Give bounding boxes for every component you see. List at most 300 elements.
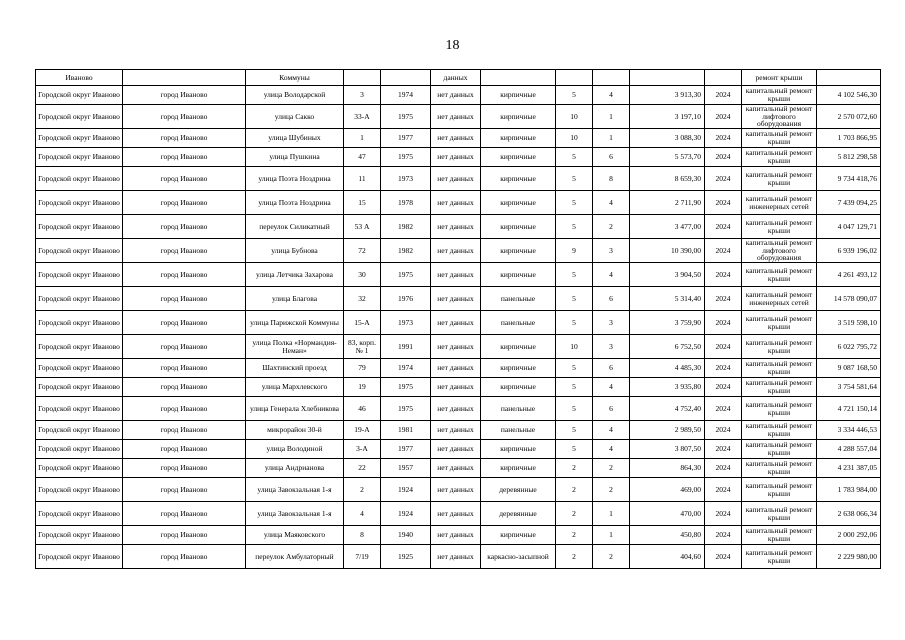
cell-cost: 1 783 984,00 — [817, 478, 881, 502]
cell-plan-year: 2024 — [705, 378, 742, 397]
cell-locality: город Иваново — [123, 397, 246, 421]
cell-status: нет данных — [431, 105, 481, 129]
cell-floors: 5 — [556, 440, 593, 459]
cell-plan-year: 2024 — [705, 526, 742, 545]
cell-municipality: Городской округ Иваново — [36, 129, 123, 148]
cell-wall-material: кирпичные — [481, 440, 556, 459]
cell-wall-material: кирпичные — [481, 526, 556, 545]
cell-entrances: 1 — [593, 129, 630, 148]
cell-area: 3 477,00 — [630, 215, 705, 239]
cell-wall-material: кирпичные — [481, 191, 556, 215]
cell-plan-year: 2024 — [705, 287, 742, 311]
cell-plan-year: 2024 — [705, 191, 742, 215]
cell-cost: 3 754 581,64 — [817, 378, 881, 397]
cell-status: нет данных — [431, 86, 481, 105]
cell-area: 3 904,50 — [630, 263, 705, 287]
cell-house: 19-А — [344, 421, 381, 440]
cell-cost: 4 047 129,71 — [817, 215, 881, 239]
cell-area: 5 314,40 — [630, 287, 705, 311]
cell-plan-year: 2024 — [705, 215, 742, 239]
cell-area: 404,60 — [630, 545, 705, 569]
cell-locality: город Иваново — [123, 311, 246, 335]
cell-street: улица Полка «Нормандия-Неман» — [246, 335, 344, 359]
cell-locality: город Иваново — [123, 129, 246, 148]
cell-plan-year: 2024 — [705, 459, 742, 478]
cell-house: 19 — [344, 378, 381, 397]
cell-entrances: 3 — [593, 239, 630, 263]
cell-area: 864,30 — [630, 459, 705, 478]
cell-entrances: 4 — [593, 378, 630, 397]
cell-entrances: 2 — [593, 478, 630, 502]
cell-wall-material: кирпичные — [481, 239, 556, 263]
cell-year: 1973 — [381, 167, 431, 191]
cell-street: улица Парижской Коммуны — [246, 311, 344, 335]
cell-house: 4 — [344, 502, 381, 526]
cell-house: 2 — [344, 478, 381, 502]
cell-wall-material: кирпичные — [481, 215, 556, 239]
cell-street: улица Шубиных — [246, 129, 344, 148]
cell-house: 22 — [344, 459, 381, 478]
cell-locality: город Иваново — [123, 335, 246, 359]
cell-municipality: Городской округ Иваново — [36, 335, 123, 359]
table-row — [36, 421, 881, 440]
cell-plan-year: 2024 — [705, 105, 742, 129]
cell-entrances: 4 — [593, 191, 630, 215]
cell-year: 1975 — [381, 105, 431, 129]
cell-area: 469,00 — [630, 478, 705, 502]
cell-plan-year: 2024 — [705, 478, 742, 502]
table-row — [36, 545, 881, 569]
cell-house — [344, 70, 381, 86]
cell-cost: 2 000 292,06 — [817, 526, 881, 545]
cell-cost: 4 231 387,05 — [817, 459, 881, 478]
cell-area: 8 659,30 — [630, 167, 705, 191]
table-body — [36, 70, 881, 569]
cell-area: 3 807,50 — [630, 440, 705, 459]
cell-status: нет данных — [431, 148, 481, 167]
cell-street: улица Пушкина — [246, 148, 344, 167]
cell-status: нет данных — [431, 311, 481, 335]
table-row — [36, 70, 881, 86]
cell-status: нет данных — [431, 167, 481, 191]
cell-year: 1974 — [381, 359, 431, 378]
table-row — [36, 191, 881, 215]
cell-cost: 2 570 072,60 — [817, 105, 881, 129]
cell-floors: 5 — [556, 191, 593, 215]
cell-house: 7/19 — [344, 545, 381, 569]
cell-year: 1925 — [381, 545, 431, 569]
cell-plan-year: 2024 — [705, 359, 742, 378]
cell-cost: 4 102 546,30 — [817, 86, 881, 105]
cell-entrances: 4 — [593, 421, 630, 440]
cell-plan-year: 2024 — [705, 440, 742, 459]
cell-entrances: 1 — [593, 105, 630, 129]
cell-municipality: Городской округ Иваново — [36, 478, 123, 502]
cell-house: 15-А — [344, 311, 381, 335]
cell-floors: 2 — [556, 502, 593, 526]
cell-area: 450,80 — [630, 526, 705, 545]
cell-year: 1973 — [381, 311, 431, 335]
cell-plan-year: 2024 — [705, 502, 742, 526]
cell-locality: город Иваново — [123, 378, 246, 397]
table-row — [36, 526, 881, 545]
cell-municipality: Городской округ Иваново — [36, 287, 123, 311]
cell-cost: 4 721 150,14 — [817, 397, 881, 421]
table-row — [36, 502, 881, 526]
cell-plan-year: 2024 — [705, 167, 742, 191]
housing-repair-table — [35, 69, 881, 569]
table-row — [36, 478, 881, 502]
cell-locality: город Иваново — [123, 86, 246, 105]
cell-plan-year: 2024 — [705, 421, 742, 440]
cell-cost: 9 734 418,76 — [817, 167, 881, 191]
table-row — [36, 215, 881, 239]
cell-status: нет данных — [431, 545, 481, 569]
cell-work-type: капитальный ремонт крыши — [742, 378, 817, 397]
cell-municipality: Городской округ Иваново — [36, 378, 123, 397]
cell-area: 6 752,50 — [630, 335, 705, 359]
cell-cost: 7 439 094,25 — [817, 191, 881, 215]
table-row — [36, 311, 881, 335]
cell-plan-year: 2024 — [705, 311, 742, 335]
cell-house: 47 — [344, 148, 381, 167]
cell-floors: 5 — [556, 421, 593, 440]
cell-area: 470,00 — [630, 502, 705, 526]
cell-cost: 9 087 168,50 — [817, 359, 881, 378]
cell-area: 2 989,50 — [630, 421, 705, 440]
cell-entrances: 3 — [593, 335, 630, 359]
cell-floors: 5 — [556, 167, 593, 191]
cell-locality: город Иваново — [123, 191, 246, 215]
cell-area: 5 573,70 — [630, 148, 705, 167]
table-row — [36, 397, 881, 421]
cell-year: 1975 — [381, 378, 431, 397]
cell-locality: город Иваново — [123, 263, 246, 287]
cell-street: Коммуны — [246, 70, 344, 86]
cell-street: улица Бубнова — [246, 239, 344, 263]
cell-work-type: капитальный ремонт крыши — [742, 502, 817, 526]
cell-area: 10 390,00 — [630, 239, 705, 263]
cell-year: 1924 — [381, 478, 431, 502]
cell-floors: 10 — [556, 129, 593, 148]
cell-entrances: 6 — [593, 397, 630, 421]
cell-street: улица Мархлевского — [246, 378, 344, 397]
cell-street: переулок Силикатный — [246, 215, 344, 239]
cell-area: 3 935,80 — [630, 378, 705, 397]
cell-entrances: 2 — [593, 459, 630, 478]
cell-work-type: капитальный ремонт крыши — [742, 459, 817, 478]
cell-house: 1 — [344, 129, 381, 148]
cell-plan-year: 2024 — [705, 86, 742, 105]
cell-year: 1981 — [381, 421, 431, 440]
cell-work-type: капитальный ремонт крыши — [742, 545, 817, 569]
cell-municipality: Городской округ Иваново — [36, 167, 123, 191]
cell-street: улица Володарской — [246, 86, 344, 105]
table-row — [36, 129, 881, 148]
cell-work-type: капитальный ремонт крыши — [742, 421, 817, 440]
cell-area: 4 485,30 — [630, 359, 705, 378]
cell-municipality: Городской округ Иваново — [36, 526, 123, 545]
cell-entrances: 3 — [593, 311, 630, 335]
cell-cost: 2 229 980,00 — [817, 545, 881, 569]
cell-cost — [817, 70, 881, 86]
cell-street: улица Сакко — [246, 105, 344, 129]
cell-plan-year: 2024 — [705, 148, 742, 167]
cell-municipality: Городской округ Иваново — [36, 105, 123, 129]
cell-wall-material: кирпичные — [481, 148, 556, 167]
cell-floors: 2 — [556, 459, 593, 478]
cell-street: улица Володиной — [246, 440, 344, 459]
cell-work-type: капитальный ремонт крыши — [742, 397, 817, 421]
cell-wall-material: кирпичные — [481, 378, 556, 397]
cell-year: 1975 — [381, 263, 431, 287]
cell-floors: 9 — [556, 239, 593, 263]
cell-locality: город Иваново — [123, 421, 246, 440]
table-row — [36, 167, 881, 191]
cell-area: 3 913,30 — [630, 86, 705, 105]
page-number: 18 — [445, 38, 460, 53]
cell-house: 83, корп. № 1 — [344, 335, 381, 359]
cell-work-type: капитальный ремонт крыши — [742, 526, 817, 545]
cell-work-type: капитальный ремонт крыши — [742, 86, 817, 105]
table-row — [36, 378, 881, 397]
cell-work-type: капитальный ремонт крыши — [742, 148, 817, 167]
cell-floors: 2 — [556, 545, 593, 569]
table-row — [36, 148, 881, 167]
cell-entrances: 4 — [593, 440, 630, 459]
cell-floors: 5 — [556, 311, 593, 335]
cell-status: нет данных — [431, 215, 481, 239]
cell-municipality: Городской округ Иваново — [36, 359, 123, 378]
cell-year: 1940 — [381, 526, 431, 545]
cell-entrances: 6 — [593, 359, 630, 378]
cell-municipality: Городской округ Иваново — [36, 397, 123, 421]
cell-entrances: 2 — [593, 545, 630, 569]
cell-wall-material: панельные — [481, 311, 556, 335]
cell-work-type: капитальный ремонт крыши — [742, 478, 817, 502]
cell-house: 30 — [344, 263, 381, 287]
cell-status: нет данных — [431, 287, 481, 311]
cell-work-type: ремонт крыши — [742, 70, 817, 86]
table-row — [36, 86, 881, 105]
cell-work-type: капитальный ремонт крыши — [742, 263, 817, 287]
cell-year: 1975 — [381, 148, 431, 167]
cell-house: 33-А — [344, 105, 381, 129]
cell-cost: 4 261 493,12 — [817, 263, 881, 287]
table-row — [36, 263, 881, 287]
cell-house: 53 А — [344, 215, 381, 239]
cell-floors: 10 — [556, 105, 593, 129]
cell-area: 3 759,90 — [630, 311, 705, 335]
cell-area: 2 711,90 — [630, 191, 705, 215]
cell-cost: 4 288 557,04 — [817, 440, 881, 459]
cell-entrances: 6 — [593, 148, 630, 167]
cell-entrances: 8 — [593, 167, 630, 191]
cell-status: нет данных — [431, 335, 481, 359]
cell-cost: 3 334 446,53 — [817, 421, 881, 440]
cell-work-type: капитальный ремонт инженерных сетей — [742, 191, 817, 215]
cell-status: нет данных — [431, 526, 481, 545]
cell-street: улица Поэта Ноздрина — [246, 191, 344, 215]
cell-street: улица Генерала Хлебникова — [246, 397, 344, 421]
table-row — [36, 459, 881, 478]
cell-wall-material: кирпичные — [481, 263, 556, 287]
cell-locality: город Иваново — [123, 239, 246, 263]
table-row — [36, 105, 881, 129]
cell-year: 1978 — [381, 191, 431, 215]
cell-plan-year: 2024 — [705, 263, 742, 287]
cell-cost: 5 812 298,58 — [817, 148, 881, 167]
cell-street: Шахтинский проезд — [246, 359, 344, 378]
cell-entrances: 6 — [593, 287, 630, 311]
cell-municipality: Городской округ Иваново — [36, 421, 123, 440]
cell-municipality: Городской округ Иваново — [36, 86, 123, 105]
cell-year: 1982 — [381, 239, 431, 263]
cell-status: нет данных — [431, 421, 481, 440]
cell-year: 1977 — [381, 129, 431, 148]
cell-work-type: капитальный ремонт крыши — [742, 440, 817, 459]
cell-cost: 6 939 196,02 — [817, 239, 881, 263]
cell-municipality: Городской округ Иваново — [36, 440, 123, 459]
cell-locality: город Иваново — [123, 105, 246, 129]
cell-work-type: капитальный ремонт лифтового оборудования — [742, 239, 817, 263]
cell-municipality: Городской округ Иваново — [36, 502, 123, 526]
cell-floors: 5 — [556, 359, 593, 378]
cell-status: нет данных — [431, 191, 481, 215]
cell-entrances: 1 — [593, 526, 630, 545]
cell-house: 3-А — [344, 440, 381, 459]
cell-wall-material: панельные — [481, 397, 556, 421]
cell-cost: 6 022 795,72 — [817, 335, 881, 359]
cell-status: нет данных — [431, 378, 481, 397]
cell-floors: 2 — [556, 526, 593, 545]
cell-municipality: Городской округ Иваново — [36, 239, 123, 263]
cell-work-type: капитальный ремонт крыши — [742, 359, 817, 378]
cell-wall-material: панельные — [481, 421, 556, 440]
cell-locality: город Иваново — [123, 148, 246, 167]
table-row — [36, 359, 881, 378]
cell-municipality: Городской округ Иваново — [36, 191, 123, 215]
cell-wall-material: кирпичные — [481, 129, 556, 148]
cell-locality: город Иваново — [123, 459, 246, 478]
cell-floors: 5 — [556, 263, 593, 287]
table-row — [36, 440, 881, 459]
cell-house: 32 — [344, 287, 381, 311]
cell-wall-material: кирпичные — [481, 105, 556, 129]
cell-cost: 3 519 598,10 — [817, 311, 881, 335]
cell-entrances: 2 — [593, 215, 630, 239]
cell-floors: 5 — [556, 378, 593, 397]
cell-wall-material: деревянные — [481, 478, 556, 502]
cell-status: нет данных — [431, 478, 481, 502]
cell-status: данных — [431, 70, 481, 86]
cell-entrances: 4 — [593, 86, 630, 105]
cell-locality: город Иваново — [123, 526, 246, 545]
cell-work-type: капитальный ремонт крыши — [742, 215, 817, 239]
cell-floors: 5 — [556, 287, 593, 311]
table-row — [36, 287, 881, 311]
cell-street: улица Завокзальная 1-я — [246, 502, 344, 526]
cell-floors: 5 — [556, 215, 593, 239]
cell-year: 1976 — [381, 287, 431, 311]
cell-year: 1982 — [381, 215, 431, 239]
cell-locality: город Иваново — [123, 359, 246, 378]
cell-status: нет данных — [431, 459, 481, 478]
table-row — [36, 239, 881, 263]
cell-work-type: капитальный ремонт крыши — [742, 335, 817, 359]
table-row — [36, 335, 881, 359]
cell-plan-year — [705, 70, 742, 86]
cell-plan-year: 2024 — [705, 129, 742, 148]
cell-area — [630, 70, 705, 86]
cell-status: нет данных — [431, 239, 481, 263]
cell-locality: город Иваново — [123, 440, 246, 459]
cell-street: улица Завокзальная 1-я — [246, 478, 344, 502]
cell-floors: 5 — [556, 148, 593, 167]
cell-municipality: Городской округ Иваново — [36, 263, 123, 287]
cell-status: нет данных — [431, 397, 481, 421]
cell-street: переулок Амбулаторный — [246, 545, 344, 569]
cell-street: улица Поэта Ноздрина — [246, 167, 344, 191]
cell-area: 3 088,30 — [630, 129, 705, 148]
cell-municipality: Иваново — [36, 70, 123, 86]
cell-street: улица Благова — [246, 287, 344, 311]
cell-house: 15 — [344, 191, 381, 215]
cell-wall-material: панельные — [481, 287, 556, 311]
cell-entrances: 4 — [593, 263, 630, 287]
cell-work-type: капитальный ремонт лифтового оборудования — [742, 105, 817, 129]
cell-floors: 2 — [556, 478, 593, 502]
cell-cost: 2 638 066,34 — [817, 502, 881, 526]
cell-locality: город Иваново — [123, 215, 246, 239]
cell-wall-material: кирпичные — [481, 86, 556, 105]
cell-locality — [123, 70, 246, 86]
cell-locality: город Иваново — [123, 167, 246, 191]
cell-house: 46 — [344, 397, 381, 421]
cell-work-type: капитальный ремонт крыши — [742, 311, 817, 335]
cell-house: 79 — [344, 359, 381, 378]
cell-locality: город Иваново — [123, 502, 246, 526]
cell-status: нет данных — [431, 129, 481, 148]
cell-house: 3 — [344, 86, 381, 105]
cell-area: 3 197,10 — [630, 105, 705, 129]
cell-status: нет данных — [431, 263, 481, 287]
cell-year: 1974 — [381, 86, 431, 105]
cell-status: нет данных — [431, 502, 481, 526]
cell-wall-material: кирпичные — [481, 167, 556, 191]
cell-year: 1977 — [381, 440, 431, 459]
cell-entrances: 1 — [593, 502, 630, 526]
cell-cost: 14 578 090,07 — [817, 287, 881, 311]
cell-plan-year: 2024 — [705, 239, 742, 263]
cell-status: нет данных — [431, 359, 481, 378]
cell-plan-year: 2024 — [705, 545, 742, 569]
cell-floors: 5 — [556, 397, 593, 421]
cell-floors: 10 — [556, 335, 593, 359]
cell-municipality: Городской округ Иваново — [36, 215, 123, 239]
cell-municipality: Городской округ Иваново — [36, 459, 123, 478]
cell-locality: город Иваново — [123, 287, 246, 311]
cell-year: 1924 — [381, 502, 431, 526]
cell-floors — [556, 70, 593, 86]
cell-year — [381, 70, 431, 86]
cell-work-type: капитальный ремонт крыши — [742, 129, 817, 148]
cell-area: 4 752,40 — [630, 397, 705, 421]
cell-entrances — [593, 70, 630, 86]
cell-street: улица Летчика Захарова — [246, 263, 344, 287]
cell-wall-material: кирпичные — [481, 459, 556, 478]
cell-plan-year: 2024 — [705, 397, 742, 421]
